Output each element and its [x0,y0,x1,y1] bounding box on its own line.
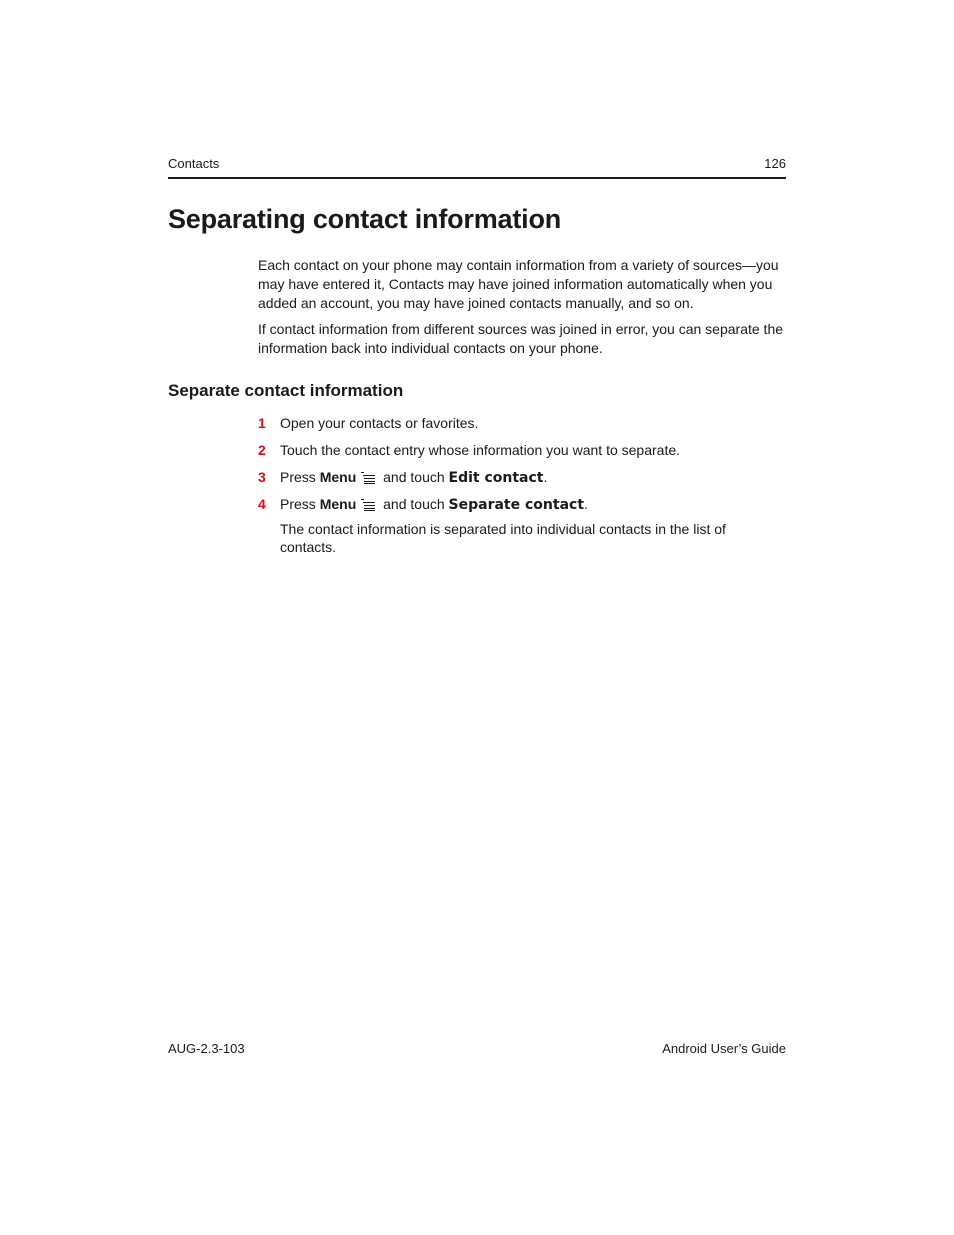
step-text-post: . [543,469,548,485]
footer-doc-code: AUG-2.3-103 [168,1041,245,1056]
step-number: 1 [258,415,266,431]
step-text: Open your contacts or favorites. [280,415,479,431]
steps-list [258,414,788,522]
step-result-text: The contact information is separated into individual contacts in the list of contacts. [280,521,726,555]
menu-key-label: Menu [319,496,357,512]
step-4 [258,495,788,514]
step-text-mid: and touch [379,496,449,512]
ui-option-separate-contact: Separate contact [448,497,585,513]
menu-key-label: Menu [319,469,357,485]
step-text-mid: and touch [379,469,449,485]
footer-guide-title: Android User’s Guide [662,1041,786,1056]
step-3 [258,468,788,487]
step-text: Touch the contact entry whose information you want to separate. [280,442,681,458]
step-2 [258,441,788,460]
header-section-name: Contacts [168,156,220,171]
intro-section [258,256,788,365]
step-text-pre: Press [280,496,320,512]
step-number: 3 [258,469,266,485]
step-text-post: . [584,496,588,512]
page-title: Separating contact information [168,204,562,234]
step-number: 4 [258,496,266,512]
header-page-number: 126 [764,156,786,171]
menu-icon [361,498,375,511]
step-1 [258,414,788,433]
ui-option-edit-contact: Edit contact [448,470,544,486]
step-number: 2 [258,442,266,458]
sub-heading: Separate contact information [168,381,404,400]
running-header [168,155,786,179]
step-text-pre: Press [280,469,320,485]
intro-paragraph-2: If contact information from different sources was joined in error, you can separate the information back into individual contacts on your phone. [258,321,784,356]
intro-paragraph-1: Each contact on your phone may contain information from a variety of sources—you may have entered it, Contacts may have joined information automatically when you added an account, you may have joined contacts manually, and so on. [258,257,779,311]
menu-icon [361,471,375,484]
